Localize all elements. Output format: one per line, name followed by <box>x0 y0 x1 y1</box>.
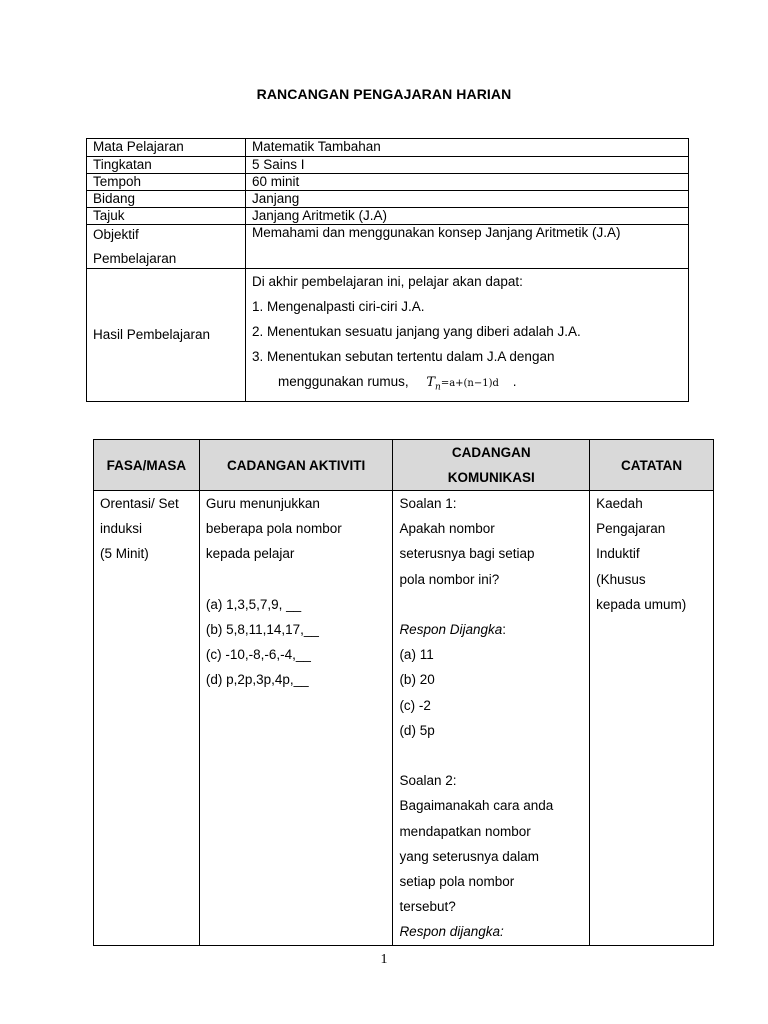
activity-header-row <box>94 440 714 491</box>
aktiviti-line: kepada pelajar <box>205 546 295 562</box>
hasil-line: menggunakan rumus, <box>278 374 409 389</box>
aktiviti-line: (c) -10,-8,-6,-4,__ <box>205 647 311 663</box>
fasa-cell <box>94 491 200 946</box>
respon-2-heading: Respon dijangka: <box>399 924 504 940</box>
answer-line: (a) 11 <box>399 647 434 663</box>
header-komunikasi-line: KOMUNIKASI <box>447 470 535 485</box>
aktiviti-cell <box>199 491 393 946</box>
fasa-line: induksi <box>100 521 143 537</box>
info-row <box>87 174 689 191</box>
fasa-line: Orentasi/ Set <box>100 496 179 511</box>
aktiviti-line: beberapa pola nombor <box>205 521 342 537</box>
respon-1-text: Respon Dijangka <box>399 622 503 637</box>
hasil-line: Di akhir pembelajaran ini, pelajar akan dapat: <box>252 274 523 289</box>
komunikasi-line: mendapatkan nombor <box>399 823 531 839</box>
catatan-line: Pengajaran <box>596 521 666 537</box>
header-aktiviti: CADANGAN AKTIVITI <box>199 440 393 491</box>
objektif-label-cell <box>87 225 246 269</box>
info-value: 5 Sains I <box>246 157 689 174</box>
catatan-line: Kaedah <box>596 496 643 511</box>
komunikasi-line: yang seterusnya dalam <box>399 848 540 864</box>
info-row <box>87 208 689 225</box>
komunikasi-line: Apakah nombor <box>399 521 495 537</box>
objektif-value: Memahami dan menggunakan konsep Janjang Aritmetik (J.A) <box>246 225 689 269</box>
activity-row <box>94 491 714 946</box>
hasil-value <box>246 269 689 402</box>
info-row <box>87 157 689 174</box>
objektif-row <box>87 225 689 269</box>
komunikasi-line: seterusnya bagi setiap <box>399 546 535 562</box>
hasil-line: 2. Menentukan sesuatu janjang yang diberi adalah J.A. <box>252 324 581 339</box>
info-value: 60 minit <box>246 174 689 191</box>
catatan-line: kepada umum) <box>596 596 687 612</box>
info-row <box>87 139 689 157</box>
respon-1-colon: : <box>502 622 507 637</box>
activity-table <box>93 439 714 946</box>
hasil-line: 1. Mengenalpasti ciri-ciri J.A. <box>252 299 425 314</box>
formula-subscript: n <box>435 382 441 393</box>
lesson-info-table <box>86 138 689 402</box>
header-komunikasi <box>393 440 590 491</box>
document-title: RANCANGAN PENGAJARAN HARIAN <box>256 86 512 102</box>
info-row <box>87 191 689 208</box>
header-komunikasi-line: CADANGAN <box>451 445 531 460</box>
header-fasa: FASA/MASA <box>94 440 200 491</box>
hasil-formula-line <box>252 369 682 401</box>
catatan-line: (Khusus <box>596 571 646 587</box>
formula-term: T <box>426 375 436 390</box>
info-value: Matematik Tambahan <box>246 139 689 157</box>
hasil-line: 3. Menentukan sebutan tertentu dalam J.A dengan <box>252 349 555 364</box>
answer-line: (b) 20 <box>399 672 435 688</box>
answer-line: (d) 5p <box>399 722 435 738</box>
aktiviti-line: (b) 5,8,11,14,17,__ <box>205 622 319 637</box>
komunikasi-line: pola nombor ini? <box>399 571 500 587</box>
komunikasi-line: Bagaimanakah cara anda <box>399 798 554 814</box>
fasa-line: (5 Minit) <box>100 546 149 562</box>
info-label: Mata Pelajaran <box>87 139 246 157</box>
page-number: 1 <box>380 952 388 967</box>
info-value: Janjang Aritmetik (J.A) <box>246 208 689 225</box>
header-catatan: CATATAN <box>590 440 714 491</box>
catatan-cell <box>590 491 714 946</box>
info-value: Janjang <box>246 191 689 208</box>
pembelajaran-label: Pembelajaran <box>93 251 177 266</box>
objektif-label: Objektif <box>93 227 139 242</box>
arithmetic-formula <box>426 375 499 393</box>
komunikasi-cell <box>393 491 590 946</box>
respon-1-heading <box>399 617 583 642</box>
soalan-2-heading: Soalan 2: <box>399 773 457 789</box>
info-label: Bidang <box>87 191 246 208</box>
aktiviti-line: (a) 1,3,5,7,9, __ <box>205 596 302 612</box>
info-label: Tajuk <box>87 208 246 225</box>
hasil-row <box>87 269 689 402</box>
answer-line: (c) -2 <box>399 697 431 713</box>
catatan-line: Induktif <box>596 546 640 562</box>
formula-rhs: =a+(n−1)d <box>440 378 499 389</box>
hasil-label: Hasil Pembelajaran <box>87 269 246 402</box>
aktiviti-line: (d) p,2p,3p,4p,__ <box>205 672 309 688</box>
formula-period: . <box>512 374 517 389</box>
aktiviti-line: Guru menunjukkan <box>205 496 320 511</box>
info-label: Tempoh <box>87 174 246 191</box>
info-label: Tingkatan <box>87 157 246 174</box>
komunikasi-line: setiap pola nombor <box>399 874 515 890</box>
soalan-1-heading: Soalan 1: <box>399 496 457 511</box>
komunikasi-line: tersebut? <box>399 899 456 915</box>
